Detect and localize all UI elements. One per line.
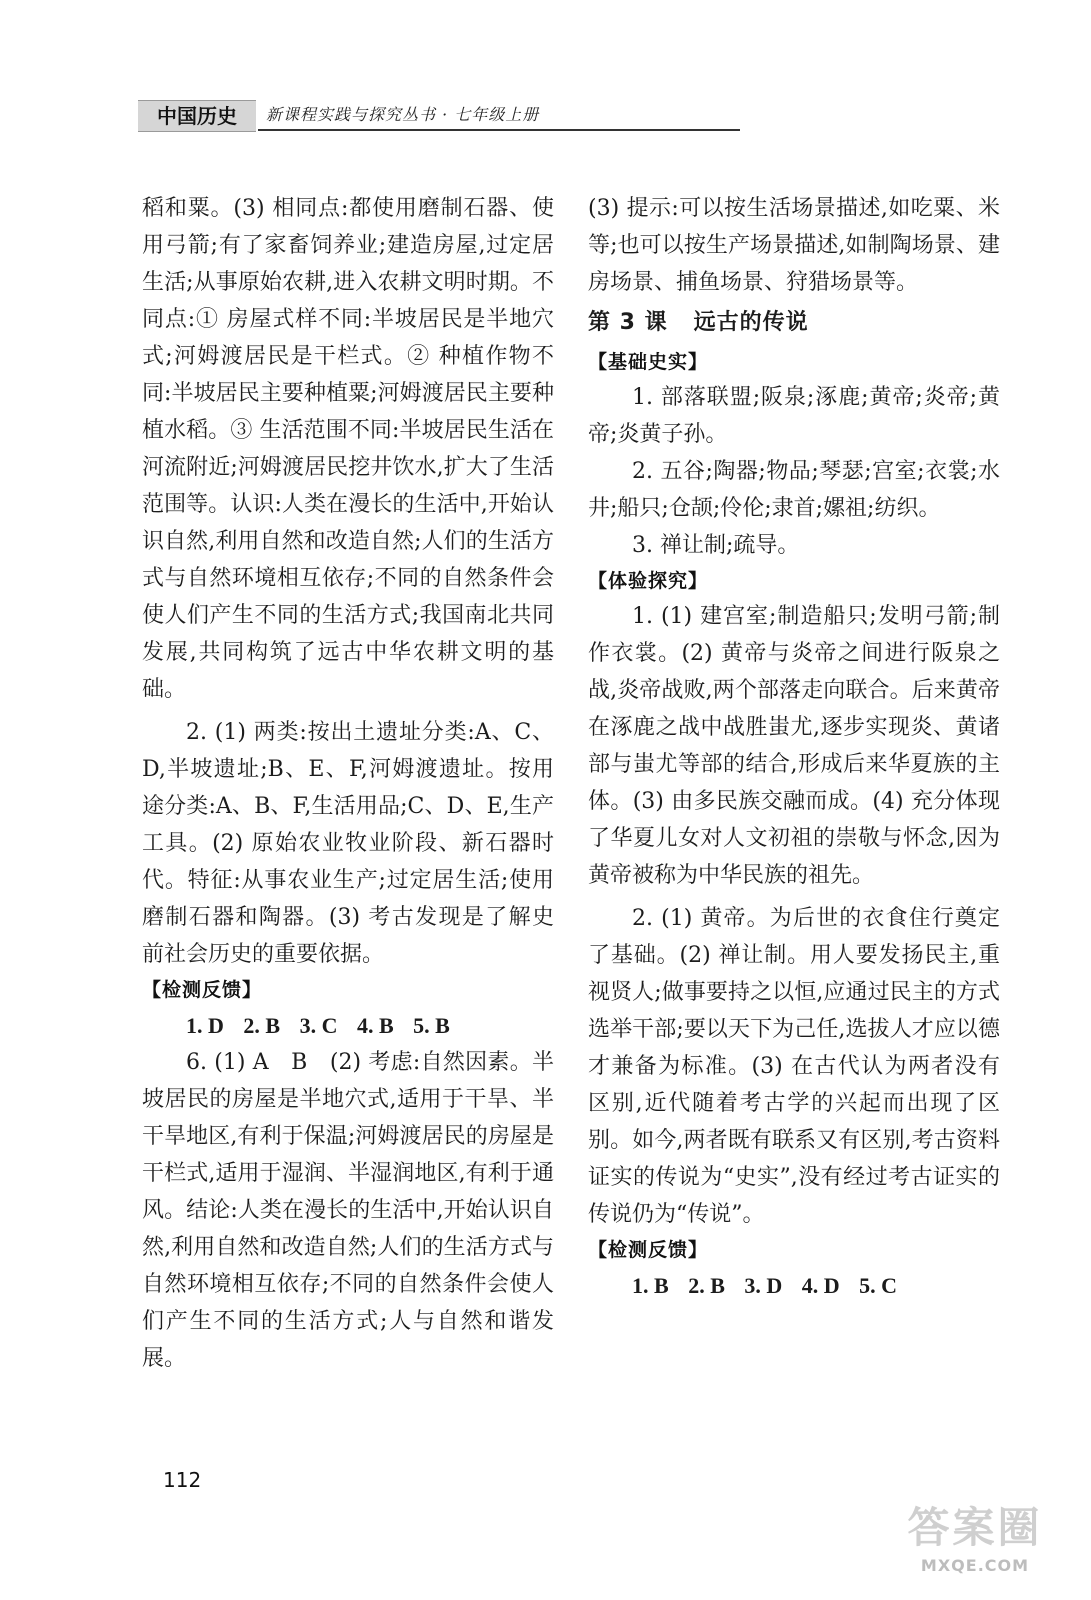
answer-1: 1. B (632, 1273, 669, 1298)
answer-line (142, 1007, 554, 1044)
answer-line-2 (588, 1267, 1000, 1304)
page-number: 112 (163, 1468, 202, 1492)
answer-5: 5. B (413, 1013, 450, 1038)
right-paragraph-1: (3) 提示:可以按生活场景描述,如吃粟、米等;也可以按生产场景描述,如制陶场景、建房场景、捕鱼场景、狩猎场景等。 (588, 196, 1000, 295)
basic-item-2: 2. 五谷;陶器;物品;琴瑟;宫室;衣裳;水井;船只;仓颉;伶伦;隶首;嫘祖;纺织。 (588, 459, 1000, 521)
answer-1: 1. D (186, 1013, 224, 1038)
running-header (138, 100, 618, 134)
answer-2: 2. B (243, 1013, 281, 1038)
watermark-text: 答案圈 (907, 1503, 1043, 1552)
left-paragraph-6: 6. (1) A B (2) 考虑:自然因素。半坡居民的房屋是半地穴式,适用于干旱、半干旱地区,有利于保温;河姆渡居民的房屋是干栏式,适用于湿润、半湿润地区,有利于通风。结论:人类在漫长的生活中,开始认识自然,利用自然和改造自然;人们的生活方式与自然环境相互依存;不同的自然条件会使人们产生不同的生活方式;人与自然和谐发展。 (142, 1050, 554, 1371)
answer-5: 5. C (859, 1273, 898, 1298)
answer-4: 4. D (801, 1273, 840, 1298)
series-title: 新课程实践与探究丛书 · 七年级上册 (266, 105, 540, 124)
basic-item-1: 1. 部落联盟;阪泉;涿鹿;黄帝;炎帝;黄帝;炎黄子孙。 (588, 385, 1000, 447)
explore-item-1: 1. (1) 建宫室;制造船只;发明弓箭;制作衣裳。(2) 黄帝与炎帝之间进行阪泉之战,炎帝战败,两个部落走向联合。后来黄帝在涿鹿之战中战胜蚩尤,逐步实现炎、黄诸部与蚩尤等部的结合,形成后来华夏族的主体。(3) 由多民族交融而成。(4) 充分体现了华夏儿女对人文初祖的崇敬与怀念,因为黄帝被称为中华民族的祖先。 (588, 604, 1000, 888)
basic-item-3: 3. 禅让制;疏导。 (632, 533, 800, 558)
answer-3: 3. C (299, 1013, 338, 1038)
explore-item-2: 2. (1) 黄帝。为后世的衣食住行奠定了基础。(2) 禅让制。用人要发扬民主,重视贤人;做事要持之以恒,应通过民主的方式选举干部;要以天下为己任,选拔人才应以德才兼备为标准。(3) 在古代认为两者没有区别,近代随着考古学的兴起而出现了区别。如今,两者既有联系又有区别,考古资料证实的传说为“史实”,没有经过考古证实的传说仍为“传说”。 (588, 906, 1000, 1227)
watermark-url: MXQE.COM (920, 1556, 1030, 1575)
lesson-number: 第 3 课 (588, 310, 668, 335)
answer-3: 3. D (744, 1273, 783, 1298)
left-column (142, 190, 554, 1377)
lesson-title (588, 301, 1000, 345)
section-heading-feedback: 【检测反馈】 (142, 979, 263, 1001)
section-heading-feedback-2: 【检测反馈】 (588, 1239, 709, 1261)
header-rule (258, 129, 740, 131)
answer-2: 2. B (688, 1273, 725, 1298)
left-paragraph-2: 2. (1) 两类:按出土遗址分类:A、C、D,半坡遗址;B、E、F,河姆渡遗址。按用途分类:A、B、F,生活用品;C、D、E,生产工具。(2) 原始农业牧业阶段、新石器时代。特征:从事农业生产;过定居生活;使用磨制石器和陶器。(3) 考古发现是了解史前社会历史的重要依据。 (142, 720, 554, 967)
watermark-logo (890, 1500, 1060, 1596)
right-column (588, 190, 1000, 1304)
answer-4: 4. B (356, 1013, 394, 1038)
section-heading-basic: 【基础史实】 (588, 351, 709, 373)
subject-badge: 中国历史 (138, 100, 256, 132)
left-paragraph-1: 稻和粟。(3) 相同点:都使用磨制石器、使用弓箭;有了家畜饲养业;建造房屋,过定居生活;从事原始农耕,进入农耕文明时期。不同点:① 房屋式样不同:半坡居民是半地穴式;河姆渡居民是干栏式。② 种植作物不同:半坡居民主要种植粟;河姆渡居民主要种植水稻。③ 生活范围不同:半坡居民生活在河流附近;河姆渡居民挖井饮水,扩大了生活范围等。认识:人类在漫长的生活中,开始认识自然,利用自然和改造自然;人们的生活方式与自然环境相互依存;不同的自然条件会使人们产生不同的生活方式;我国南北共同发展,共同构筑了远古中华农耕文明的基础。 (142, 196, 554, 702)
section-heading-explore: 【体验探究】 (588, 570, 709, 592)
lesson-name: 远古的传说 (693, 310, 809, 335)
